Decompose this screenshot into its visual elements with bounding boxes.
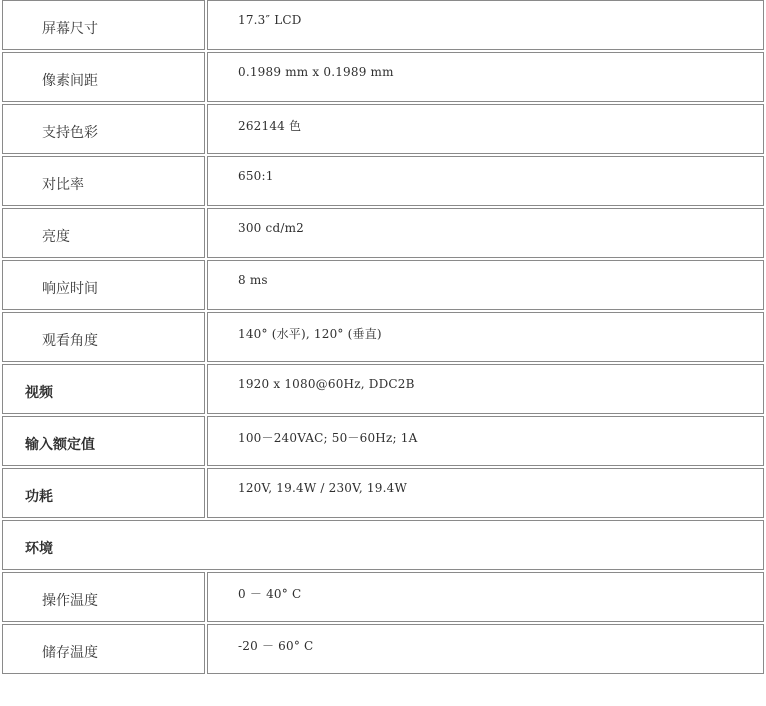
spec-row-screen-size [2, 0, 764, 50]
spec-value: 1920 x 1080@60Hz, DDC2B [207, 364, 764, 414]
section-heading: 环境 [2, 520, 764, 570]
spec-row-brightness [2, 208, 764, 258]
spec-row-power [2, 468, 764, 518]
spec-label: 视频 [2, 364, 205, 414]
spec-value: -20 － 60° C [207, 624, 764, 674]
spec-value: 140° (水平), 120° (垂直) [207, 312, 764, 362]
spec-label: 屏幕尺寸 [2, 0, 205, 50]
spec-label: 支持色彩 [2, 104, 205, 154]
spec-label: 对比率 [2, 156, 205, 206]
spec-label: 操作温度 [2, 572, 205, 622]
spec-value: 0.1989 mm x 0.1989 mm [207, 52, 764, 102]
spec-row-colors [2, 104, 764, 154]
spec-row-operating-temp [2, 572, 764, 622]
spec-row-video [2, 364, 764, 414]
spec-label: 亮度 [2, 208, 205, 258]
spec-label: 输入额定值 [2, 416, 205, 466]
spec-label: 像素间距 [2, 52, 205, 102]
spec-row-contrast [2, 156, 764, 206]
spec-row-pixel-pitch [2, 52, 764, 102]
spec-value: 650:1 [207, 156, 764, 206]
spec-value: 120V, 19.4W / 230V, 19.4W [207, 468, 764, 518]
spec-label: 储存温度 [2, 624, 205, 674]
spec-value: 100－240VAC; 50－60Hz; 1A [207, 416, 764, 466]
spec-section-environment [2, 520, 764, 570]
spec-value: 8 ms [207, 260, 764, 310]
spec-value: 0 － 40° C [207, 572, 764, 622]
spec-value: 262144 色 [207, 104, 764, 154]
spec-label: 观看角度 [2, 312, 205, 362]
spec-value: 17.3″ LCD [207, 0, 764, 50]
spec-label: 响应时间 [2, 260, 205, 310]
spec-row-viewing-angle [2, 312, 764, 362]
spec-value: 300 cd/m2 [207, 208, 764, 258]
spec-row-response-time [2, 260, 764, 310]
spec-row-input-rating [2, 416, 764, 466]
spec-row-storage-temp [2, 624, 764, 674]
spec-label: 功耗 [2, 468, 205, 518]
